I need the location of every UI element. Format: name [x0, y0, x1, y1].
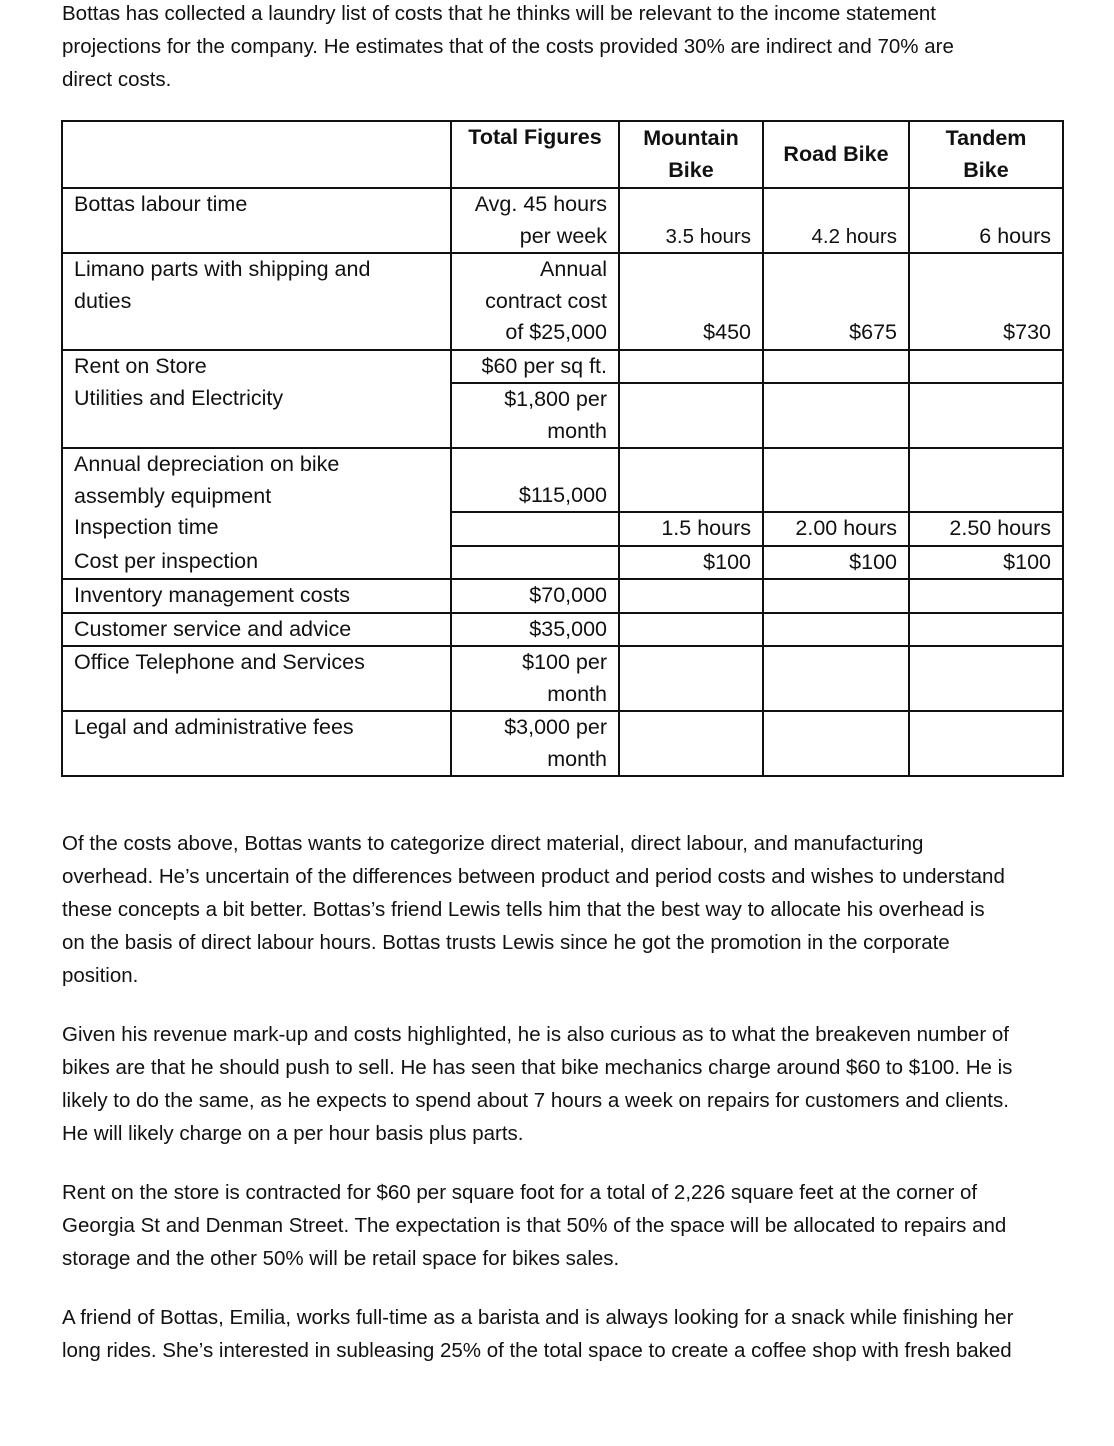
- row-label: Inventory management costs: [62, 579, 451, 613]
- road-cell: 4.2 hours: [763, 188, 909, 253]
- intro-line: projections for the company. He estimates that of the costs provided 30% are indirect and 70% are: [62, 35, 954, 58]
- table-row: [62, 546, 1063, 580]
- road-cell: [763, 711, 909, 776]
- road-cell: 2.00 hours: [763, 512, 909, 546]
- header-mountain-bike: Mountain Bike: [619, 121, 763, 188]
- paragraph-line: bikes are that he should push to sell. He has seen that bike mechanics charge around $60 to $100. He is: [62, 1056, 1013, 1079]
- overhead-paragraph: [62, 827, 1072, 992]
- row-label: Limano parts with shipping and duties: [62, 253, 451, 350]
- paragraph-line: on the basis of direct labour hours. Bottas trusts Lewis since he got the promotion in the corporate: [62, 931, 950, 954]
- cost-table: [61, 120, 1064, 777]
- total-cell: $100 per month: [451, 646, 619, 711]
- paragraph-line: Rent on the store is contracted for $60 per square foot for a total of 2,226 square feet at the corner of: [62, 1181, 978, 1204]
- mountain-cell: [619, 613, 763, 647]
- total-cell: $60 per sq ft.: [451, 350, 619, 384]
- tandem-cell: [909, 646, 1063, 711]
- total-cell: $1,800 per month: [451, 383, 619, 448]
- table-row: [62, 448, 1063, 512]
- table-row: [62, 188, 1063, 253]
- paragraph-line: Georgia St and Denman Street. The expectation is that 50% of the space will be allocated to repairs and: [62, 1214, 1007, 1237]
- table-row: [62, 253, 1063, 350]
- road-cell: [763, 383, 909, 448]
- rent-paragraph: [62, 1176, 1072, 1275]
- row-label: Inspection time: [62, 512, 451, 546]
- tandem-cell: [909, 448, 1063, 512]
- mountain-cell: [619, 711, 763, 776]
- road-cell: [763, 646, 909, 711]
- tandem-cell: [909, 613, 1063, 647]
- paragraph-line: He will likely charge on a per hour basis plus parts.: [62, 1122, 524, 1145]
- total-cell: $115,000: [451, 448, 619, 512]
- mountain-cell: $100: [619, 546, 763, 580]
- tandem-cell: [909, 383, 1063, 448]
- paragraph-line: storage and the other 50% will be retail space for bikes sales.: [62, 1247, 620, 1270]
- breakeven-paragraph: [62, 1018, 1072, 1150]
- paragraph-line: overhead. He’s uncertain of the differences between product and period costs and wishes to understand: [62, 865, 1005, 888]
- paragraph-line: Of the costs above, Bottas wants to categorize direct material, direct labour, and manufacturing: [62, 832, 924, 855]
- mountain-cell: $450: [619, 253, 763, 350]
- mountain-cell: 1.5 hours: [619, 512, 763, 546]
- total-cell: $3,000 per month: [451, 711, 619, 776]
- row-label: Rent on Store: [62, 350, 451, 384]
- paragraph-line: Given his revenue mark-up and costs highlighted, he is also curious as to what the breakeven number of: [62, 1023, 1009, 1046]
- paragraph-line: A friend of Bottas, Emilia, works full-time as a barista and is always looking for a snack while finishing her: [62, 1306, 1014, 1329]
- mountain-cell: [619, 448, 763, 512]
- intro-line: Bottas has collected a laundry list of costs that he thinks will be relevant to the income statement: [62, 2, 936, 25]
- header-total-figures: Total Figures: [451, 121, 619, 188]
- table-row: [62, 512, 1063, 546]
- total-cell: $35,000: [451, 613, 619, 647]
- table-row: [62, 711, 1063, 776]
- mountain-cell: [619, 350, 763, 384]
- tandem-cell: [909, 579, 1063, 613]
- tandem-cell: [909, 350, 1063, 384]
- mountain-cell: [619, 579, 763, 613]
- table-row: [62, 579, 1063, 613]
- paragraph-line: likely to do the same, as he expects to spend about 7 hours a week on repairs for customers and clients.: [62, 1089, 1009, 1112]
- header-item: [62, 121, 451, 188]
- mountain-cell: [619, 383, 763, 448]
- total-cell: Annual contract cost of $25,000: [451, 253, 619, 350]
- table-header-row: [62, 121, 1063, 188]
- intro-paragraph: [62, 0, 1072, 96]
- row-label: Cost per inspection: [62, 546, 451, 580]
- sublease-paragraph: [62, 1301, 1072, 1367]
- road-cell: [763, 350, 909, 384]
- road-cell: $100: [763, 546, 909, 580]
- intro-line: direct costs.: [62, 68, 172, 91]
- paragraph-line: position.: [62, 964, 139, 987]
- row-label: Office Telephone and Services: [62, 646, 451, 711]
- road-cell: [763, 613, 909, 647]
- table-row: [62, 350, 1063, 384]
- tandem-cell: $100: [909, 546, 1063, 580]
- header-road-bike: Road Bike: [763, 121, 909, 188]
- total-cell: Avg. 45 hours per week: [451, 188, 619, 253]
- total-cell: [451, 512, 619, 546]
- table-row: [62, 383, 1063, 448]
- row-label: Bottas labour time: [62, 188, 451, 253]
- mountain-cell: [619, 646, 763, 711]
- paragraph-line: these concepts a bit better. Bottas’s friend Lewis tells him that the best way to allocate his overhead is: [62, 898, 985, 921]
- header-tandem-bike: Tandem Bike: [909, 121, 1063, 188]
- tandem-cell: $730: [909, 253, 1063, 350]
- tandem-cell: [909, 711, 1063, 776]
- tandem-cell: 2.50 hours: [909, 512, 1063, 546]
- paragraph-line: long rides. She’s interested in subleasing 25% of the total space to create a coffee shop with fresh baked: [62, 1339, 1012, 1362]
- tandem-cell: 6 hours: [909, 188, 1063, 253]
- mountain-cell: 3.5 hours: [619, 188, 763, 253]
- road-cell: [763, 579, 909, 613]
- road-cell: [763, 448, 909, 512]
- table-row: [62, 613, 1063, 647]
- total-cell: [451, 546, 619, 580]
- row-label: Utilities and Electricity: [62, 383, 451, 448]
- row-label: Customer service and advice: [62, 613, 451, 647]
- road-cell: $675: [763, 253, 909, 350]
- row-label: Annual depreciation on bike assembly equipment: [62, 448, 451, 512]
- table-row: [62, 646, 1063, 711]
- total-cell: $70,000: [451, 579, 619, 613]
- row-label: Legal and administrative fees: [62, 711, 451, 776]
